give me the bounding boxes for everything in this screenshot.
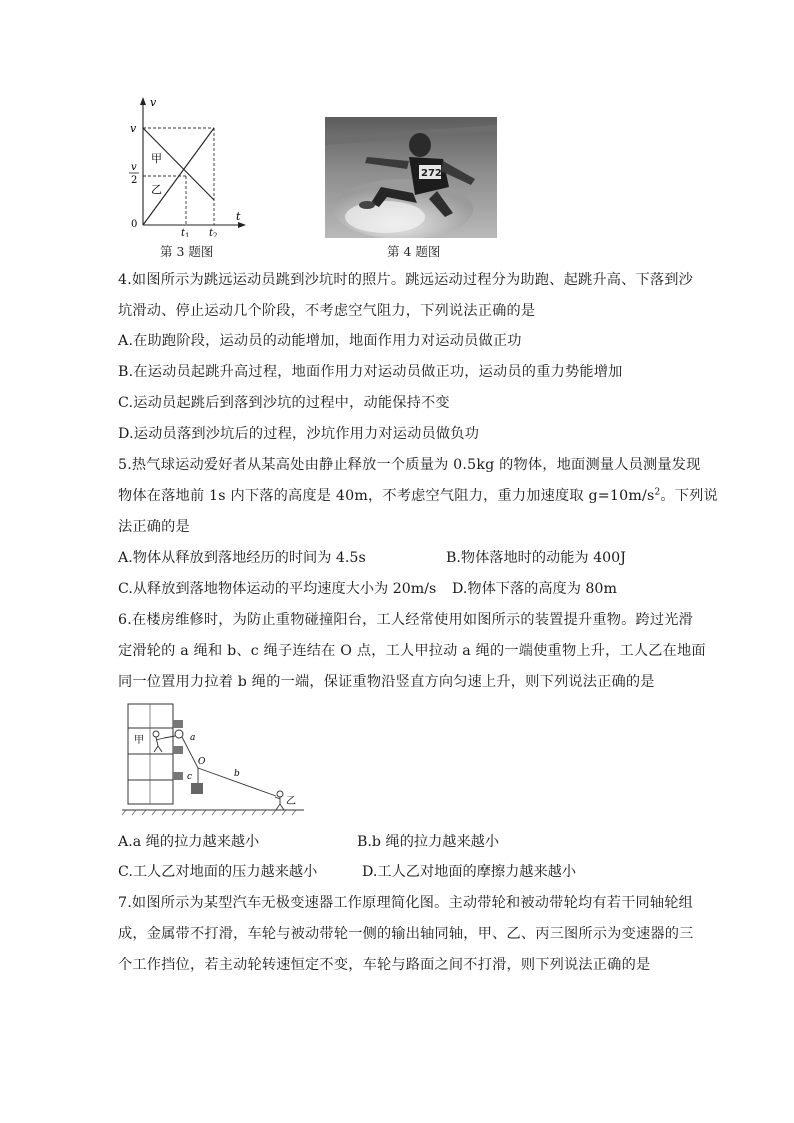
q6-stem-line2: 定滑轮的 a 绳和 b、c 绳子连结在 O 点，工人甲拉动 a 绳的一端使重物上升，工人乙在地面 [118,643,706,659]
q6-stem-line1: 6.在楼房维修时，为防止重物碰撞阳台，工人经常使用如图所示的装置提升重物。跨过光滑 [118,612,694,628]
q4-stem-line1: 4.如图所示为跳远运动员跳到沙坑时的照片。跳远运动过程分为助跑、起跳升高、下落到沙 [118,272,694,288]
label-axis-t: t [236,210,241,223]
label-origin: 0 [131,219,138,230]
q6-option-c: C.工人乙对地面的压力越来越小 [118,864,318,880]
q5-option-a: A.物体从释放到落地经历的时间为 4.5s [118,550,366,566]
fig6-label-yi: 乙 [286,796,296,807]
label-yi: 乙 [151,183,162,196]
q6-stem-line3: 同一位置用力拉着 b 绳的一端，保证重物沿竖直方向匀速上升，则下列说法正确的是 [118,674,655,690]
fig4-photo [325,117,497,238]
q5-option-c: C.从释放到落地物体运动的平均速度大小为 20m/s [118,581,437,597]
q5-stem-line1: 5.热气球运动爱好者从某高处由静止释放一个质量为 0.5kg 的物体，地面测量人员测量发现 [118,457,701,473]
athlete-bib-number: 272 [421,168,442,179]
q5-option-b: B.物体落地时的动能为 400J [446,550,626,566]
q6-option-b: B.b 绳的拉力越来越小 [357,834,500,850]
weight [191,783,203,794]
q5-option-d: D.物体下落的高度为 80m [452,581,617,597]
q6-option-d: D.工人乙对地面的摩擦力越来越小 [362,864,577,880]
tick-v-half-den: 2 [131,175,138,186]
q7-stem-line3: 个工作挡位，若主动轮转速恒定不变，车轮与路面之间不打滑，则下列说法正确的是 [118,957,651,973]
tick-t1: $t_1$ [181,228,190,237]
q4-option-b: B.在运动员起跳升高过程，地面作用力对运动员做正功，运动员的重力势能增加 [118,364,623,380]
fig6-label-b: b [234,769,240,779]
balcony-low [173,772,183,780]
balcony-top [173,720,183,728]
q5-stem-line2 [118,486,718,506]
balcony-mid [173,746,183,754]
fig3-caption: 第 3 题图 [160,244,214,259]
long-jump-photo-art [325,117,497,238]
q4-option-d: D.运动员落到沙坑后的过程，沙坑作用力对运动员做负功 [118,426,480,442]
q6-option-a: A.a 绳的拉力越来越小 [118,834,260,850]
q7-stem-line1: 7.如图所示为某型汽车无极变速器工作原理简化图。主动带轮和被动带轮均有若干同轴轮组 [118,895,694,911]
line-yi [143,128,214,225]
tick-v: v [130,122,137,135]
q4-stem-line2: 坑滑动、停止运动几个阶段，不考虑空气阻力，下列说法正确的是 [118,303,536,319]
q4-option-a: A.在助跑阶段，运动员的动能增加，地面作用力对运动员做正功 [118,333,522,349]
fig3-vt-graph [118,92,248,237]
q5-stem-line3: 法正确的是 [118,519,190,535]
q5-stem-line2-text: 物体在落地前 1s 内下落的高度是 40m，不考虑空气阻力，重力加速度取 g=10m/s [118,488,655,504]
pulley [175,730,183,738]
tick-t2: $t_2$ [209,228,218,237]
tick-v-half-num: v [131,162,137,173]
fig6-label-O: O [198,757,206,767]
q7-stem-line2: 成，金属带不打滑，车轮与被动带轮一侧的输出轴同轴，甲、乙、丙三图所示为变速器的三 [118,926,694,942]
q5-stem-line2-tail: 。下列说 [660,488,718,504]
fig4-caption: 第 4 题图 [387,244,441,259]
fig6-label-c: c [187,772,193,782]
label-axis-v: v [150,96,157,109]
v-axis-arrow [140,97,146,105]
fig6-label-a: a [190,733,196,743]
q5-unit-exponent: 2 [654,487,661,498]
fig6-label-jia: 甲 [134,735,144,746]
label-jia: 甲 [151,152,162,165]
q4-option-c: C.运动员起跳后到落到沙坑的过程中，动能保持不变 [118,395,450,411]
q6-pulley-diagram [118,700,308,818]
